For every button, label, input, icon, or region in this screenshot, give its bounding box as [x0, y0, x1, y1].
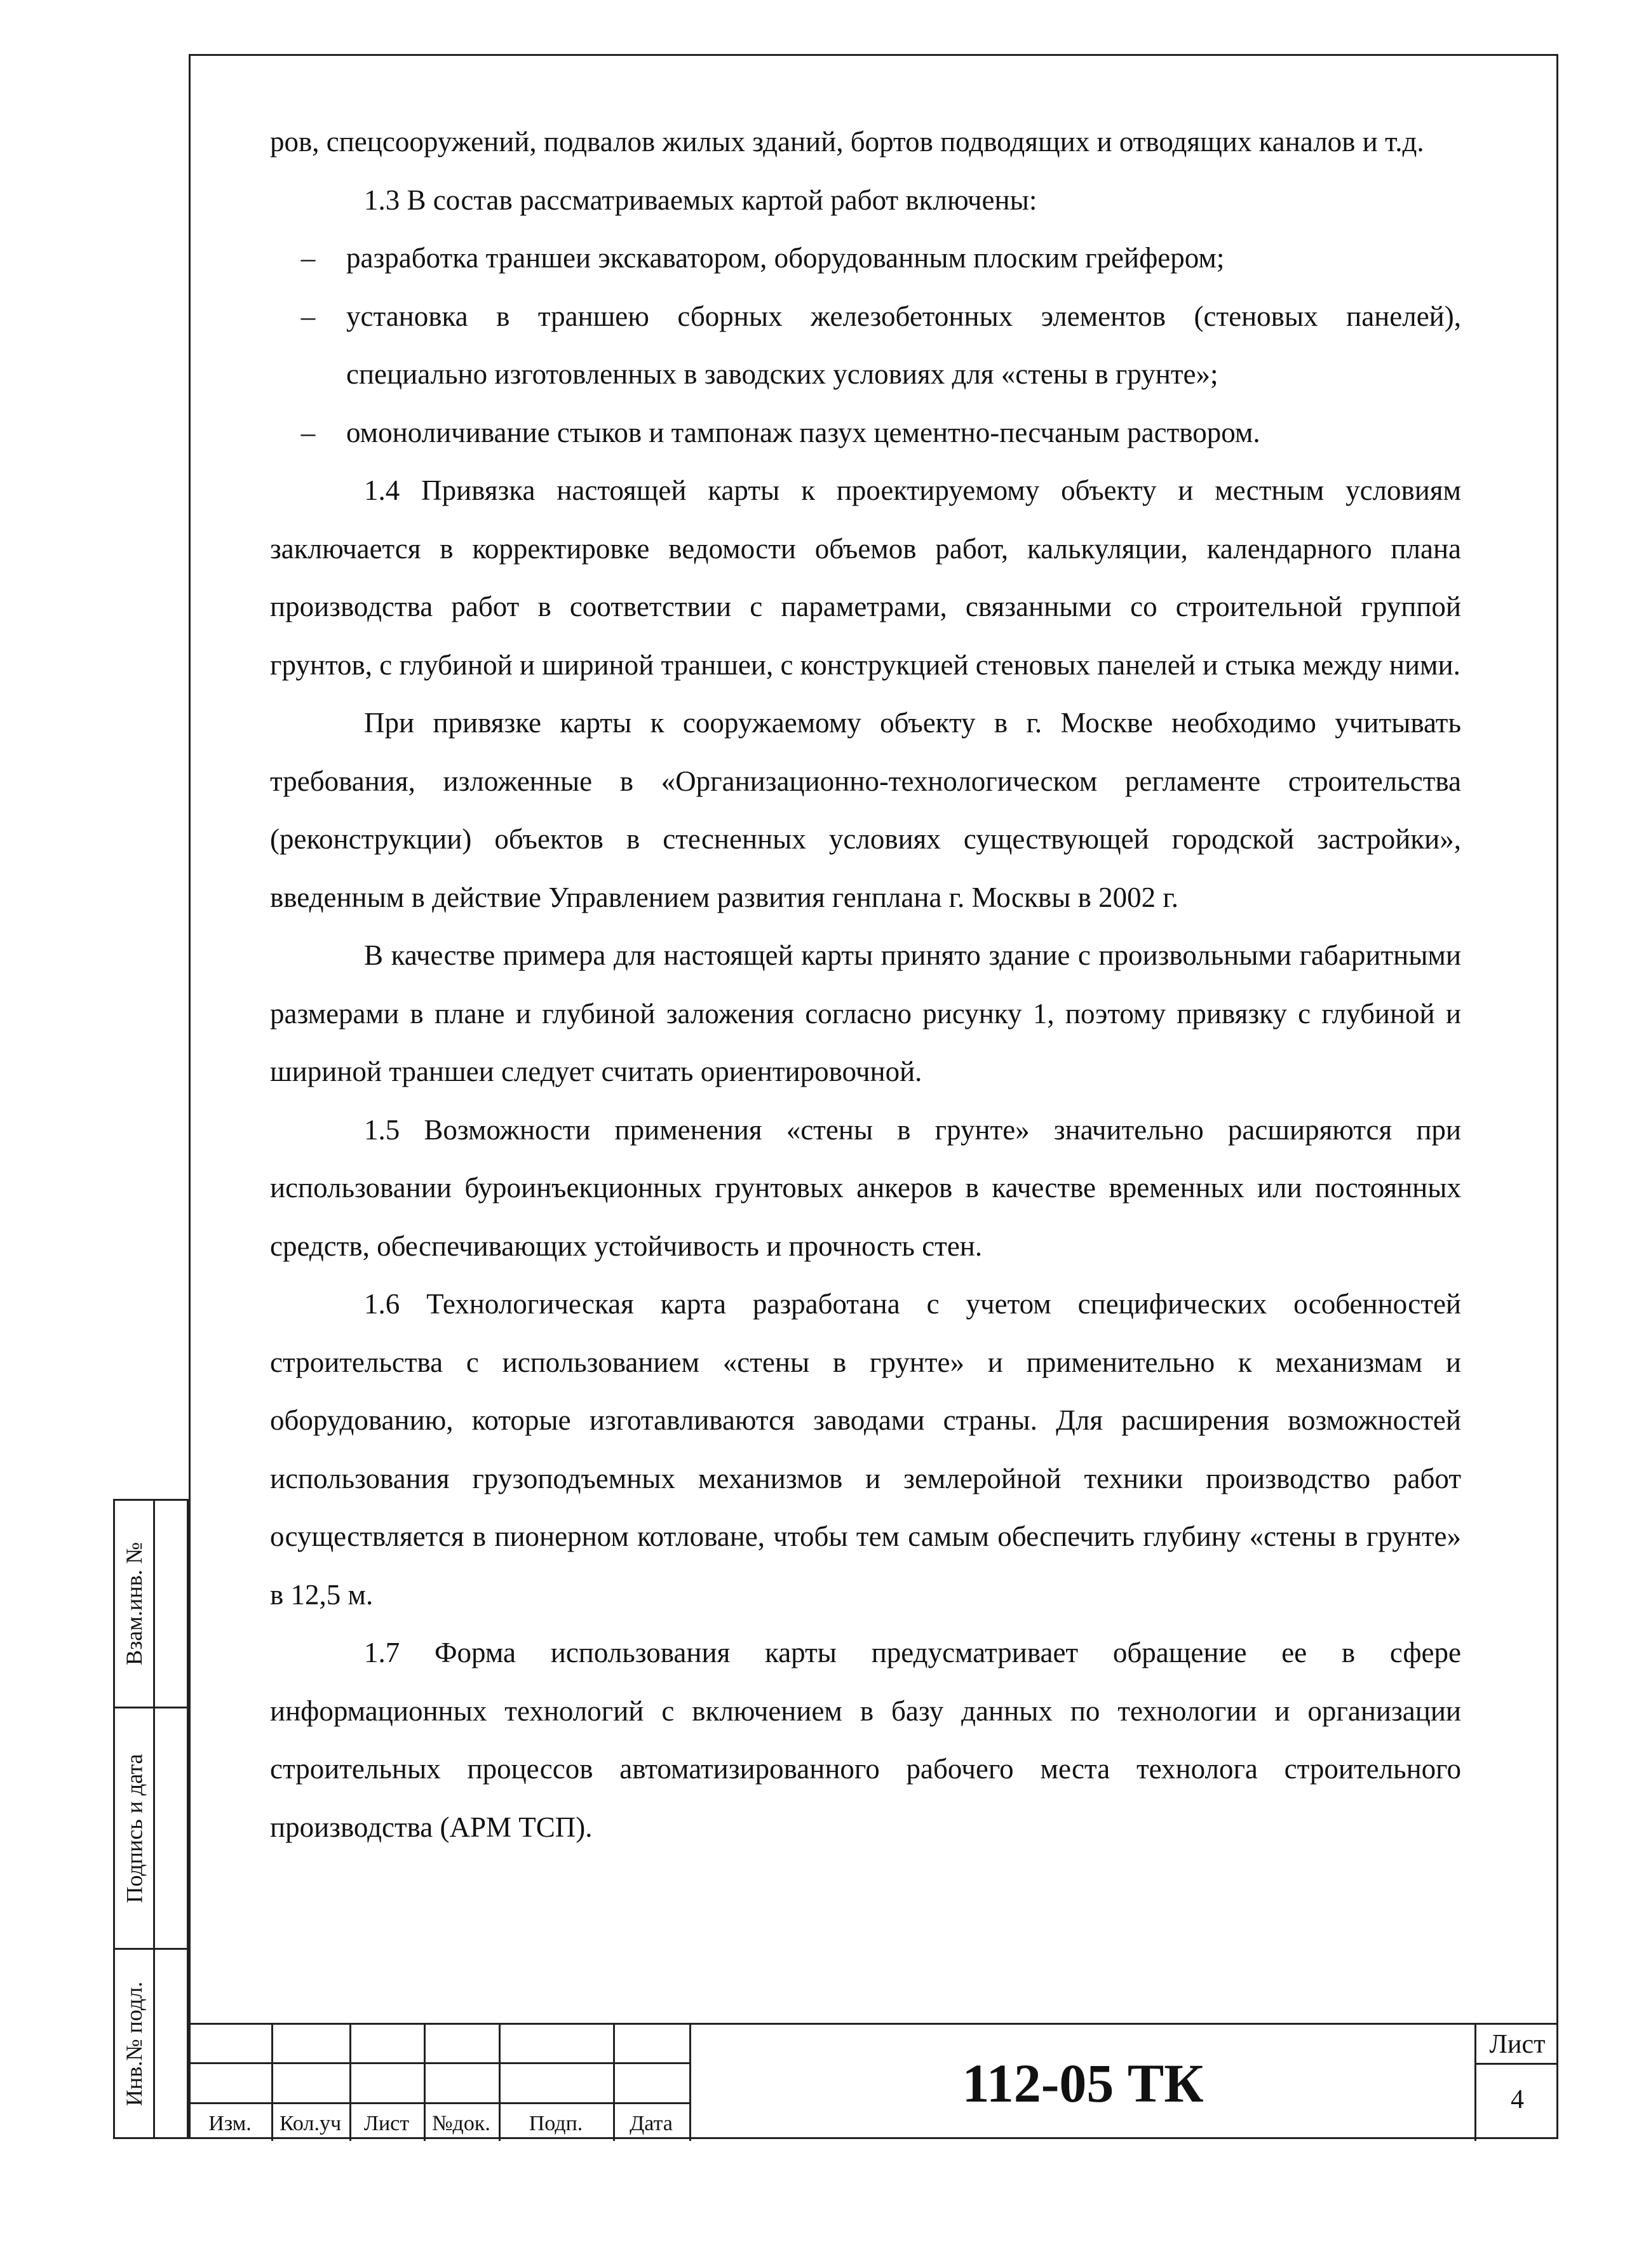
header-izm: Изм.	[208, 2112, 252, 2135]
paragraph: ров, спецсооружений, подвалов жилых зданий, бортов подводящих и отводящих каналов и т.д.	[270, 126, 1424, 158]
side-label-podpis: Подпись и дата	[121, 1754, 147, 1903]
paragraph: 1.6 Технологическая карта разработана с учетом специфических особенностей строительства с использованием «стены в грунте» и применительно к механизмам и оборудованию, которые изготавливаются заводами страны. Для расширения возможностей использования грузоподъемных механизмов и землеройной техники производство работ осуществляется в пионерном котловане, чтобы тем самым обеспечить глубину «стены в грунте» в 12,5 м.	[270, 1288, 1461, 1611]
paragraph: 1.4 Привязка настоящей карты к проектируемому объекту и местным условиям заключается в корректировке ведомости объемов работ, калькуляции, календарного плана производства работ в соответствии с параметрами, связанными со строительной группой грунтов, с глубиной и шириной траншеи, с конструкцией стеновых панелей и стыка между ними.	[270, 474, 1461, 681]
side-label-vzam: Взам.инв. №	[121, 1542, 147, 1665]
document-code: 112-05 ТК	[962, 2052, 1204, 2114]
side-label-inv: Инв.№ подл.	[121, 1981, 147, 2106]
revision-grid	[189, 2025, 691, 2141]
side-field-podpis	[113, 1708, 189, 1950]
side-field-vzam	[113, 1499, 189, 1708]
list-item-text: разработка траншеи экскаватором, оборудованным плоским грейфером;	[346, 242, 1225, 274]
list-item	[270, 288, 1461, 404]
list-item-text: установка в траншею сборных железобетонных элементов (стеновых панелей), специально изготовленных в заводских условиях для «стены в грунте»;	[346, 300, 1461, 390]
paragraph: 1.3 В состав рассматриваемых картой работ включены:	[364, 184, 1037, 216]
dash-marker: –	[300, 416, 316, 448]
list-item-text: омоноличивание стыков и тампонаж пазух цементно-песчаным раствором.	[346, 416, 1260, 448]
header-podp: Подп.	[529, 2112, 583, 2135]
sheet-box	[1474, 2025, 1558, 2141]
sheet-number: 4	[1511, 2085, 1524, 2114]
paragraph: 1.5 Возможности применения «стены в грунте» значительно расширяются при использовании буроинъекционных грунтовых анкеров в качестве временных или постоянных средств, обеспечивающих устойчивость и прочность стен.	[270, 1113, 1461, 1262]
dash-marker: –	[300, 300, 316, 332]
document-body	[270, 113, 1461, 1856]
list-item	[270, 404, 1461, 462]
header-ndok: №док.	[432, 2112, 490, 2135]
sheet-label: Лист	[1476, 2025, 1558, 2065]
header-data: Дата	[630, 2112, 673, 2135]
title-block	[189, 2023, 1558, 2141]
paragraph: В качестве примера для настоящей карты принято здание с произвольными габаритными размерами в плане и глубиной заложения согласно рисунку 1, поэтому привязку с глубиной и шириной траншеи следует считать ориентировочной.	[270, 939, 1461, 1087]
paragraph: При привязке карты к сооружаемому объекту в г. Москве необходимо учитывать требования, изложенные в «Организационно-технологическом регламенте строительства (реконструкции) объектов в стесненных условиях существующей городской застройки», введенным в действие Управлением развития генплана г. Москвы в 2002 г.	[270, 707, 1461, 913]
paragraph: 1.7 Форма использования карты предусматривает обращение ее в сфере информационных технологий с включением в базу данных по технологии и организации строительных процессов автоматизированного рабочего места технолога строительного производства (АРМ ТСП).	[270, 1637, 1461, 1843]
list-item	[270, 229, 1461, 288]
side-field-inv	[113, 1950, 189, 2139]
dash-marker: –	[300, 242, 316, 274]
header-kolvo: Кол.уч	[279, 2112, 342, 2135]
header-list: Лист	[363, 2112, 410, 2135]
